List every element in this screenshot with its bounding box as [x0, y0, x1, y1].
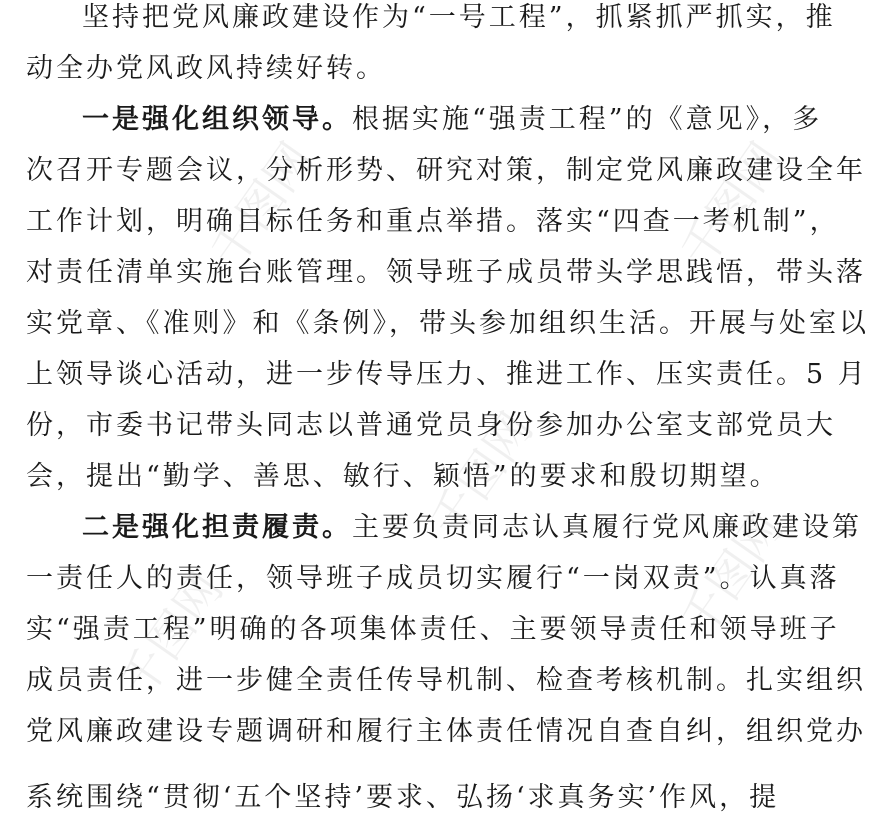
text-span: 上领导谈心活动，进一步传导压力、推进工作、压实责任。5 月	[26, 359, 868, 390]
text-span: 党风廉政建设专题调研和履行主体责任情况自查自纠，组织党办	[26, 716, 866, 747]
text-line	[0, 98, 882, 142]
section-heading-2: 二是强化担责履责。	[82, 512, 352, 543]
watermark-3: 千图网	[419, 402, 544, 547]
text-span: 次召开专题会议，分析形势、研究对策，制定党风廉政建设全年	[26, 155, 866, 186]
watermark-4: 千图网	[669, 502, 794, 647]
text-line	[0, 149, 866, 193]
text-line	[0, 0, 882, 40]
text-span: 对责任清单实施台账管理。领导班子成员带头学思践悟，带头落	[26, 257, 866, 288]
watermark-1: 千图网	[199, 132, 324, 277]
text-line	[0, 710, 866, 754]
watermark-2: 千图网	[669, 132, 794, 277]
text-span: 一责任人的责任，领导班子成员切实履行“一岗双责”。认真落	[26, 563, 840, 594]
text-line	[0, 302, 869, 346]
text-span: 会，提出“勤学、善思、敏行、颖悟”的要求和殷切期望。	[26, 461, 780, 492]
text-span: 根据实施“强责工程”的《意见》，多	[352, 104, 823, 135]
watermark-5: 千图网	[109, 562, 234, 707]
text-line	[0, 506, 882, 550]
text-span: 份，市委书记带头同志以普通党员身份参加办公室支部党员大	[26, 410, 836, 441]
text-line	[0, 47, 826, 91]
text-line	[0, 557, 840, 601]
text-line	[0, 404, 836, 448]
text-line	[0, 200, 840, 244]
text-line	[0, 659, 866, 703]
text-span: 主要负责同志认真履行党风廉政建设第	[352, 512, 862, 543]
text-line	[0, 353, 868, 397]
text-span: 实“强责工程”明确的各项集体责任、主要领导责任和领导班子	[26, 614, 840, 645]
section-heading-1: 一是强化组织领导。	[82, 104, 352, 135]
text-span: 坚持把党风廉政建设作为“一号工程”，抓紧抓严抓实，推	[82, 2, 836, 33]
text-span: 系统围绕“贯彻‘五个坚持’要求、弘扬‘求真务实’作风，提	[26, 782, 780, 813]
text-span: 实党章、《准则》和《条例》，带头参加组织生活。开展与处室以	[26, 308, 869, 339]
text-span: 成员责任，进一步健全责任传导机制、检查考核机制。扎实组织	[26, 665, 866, 696]
text-line	[0, 251, 866, 295]
text-span: 工作计划，明确目标任务和重点举措。落实“四查一考机制”，	[26, 206, 840, 237]
text-line	[0, 776, 826, 820]
text-span: 动全办党风政风持续好转。	[26, 53, 386, 84]
text-line	[0, 455, 826, 499]
text-line	[0, 608, 840, 652]
